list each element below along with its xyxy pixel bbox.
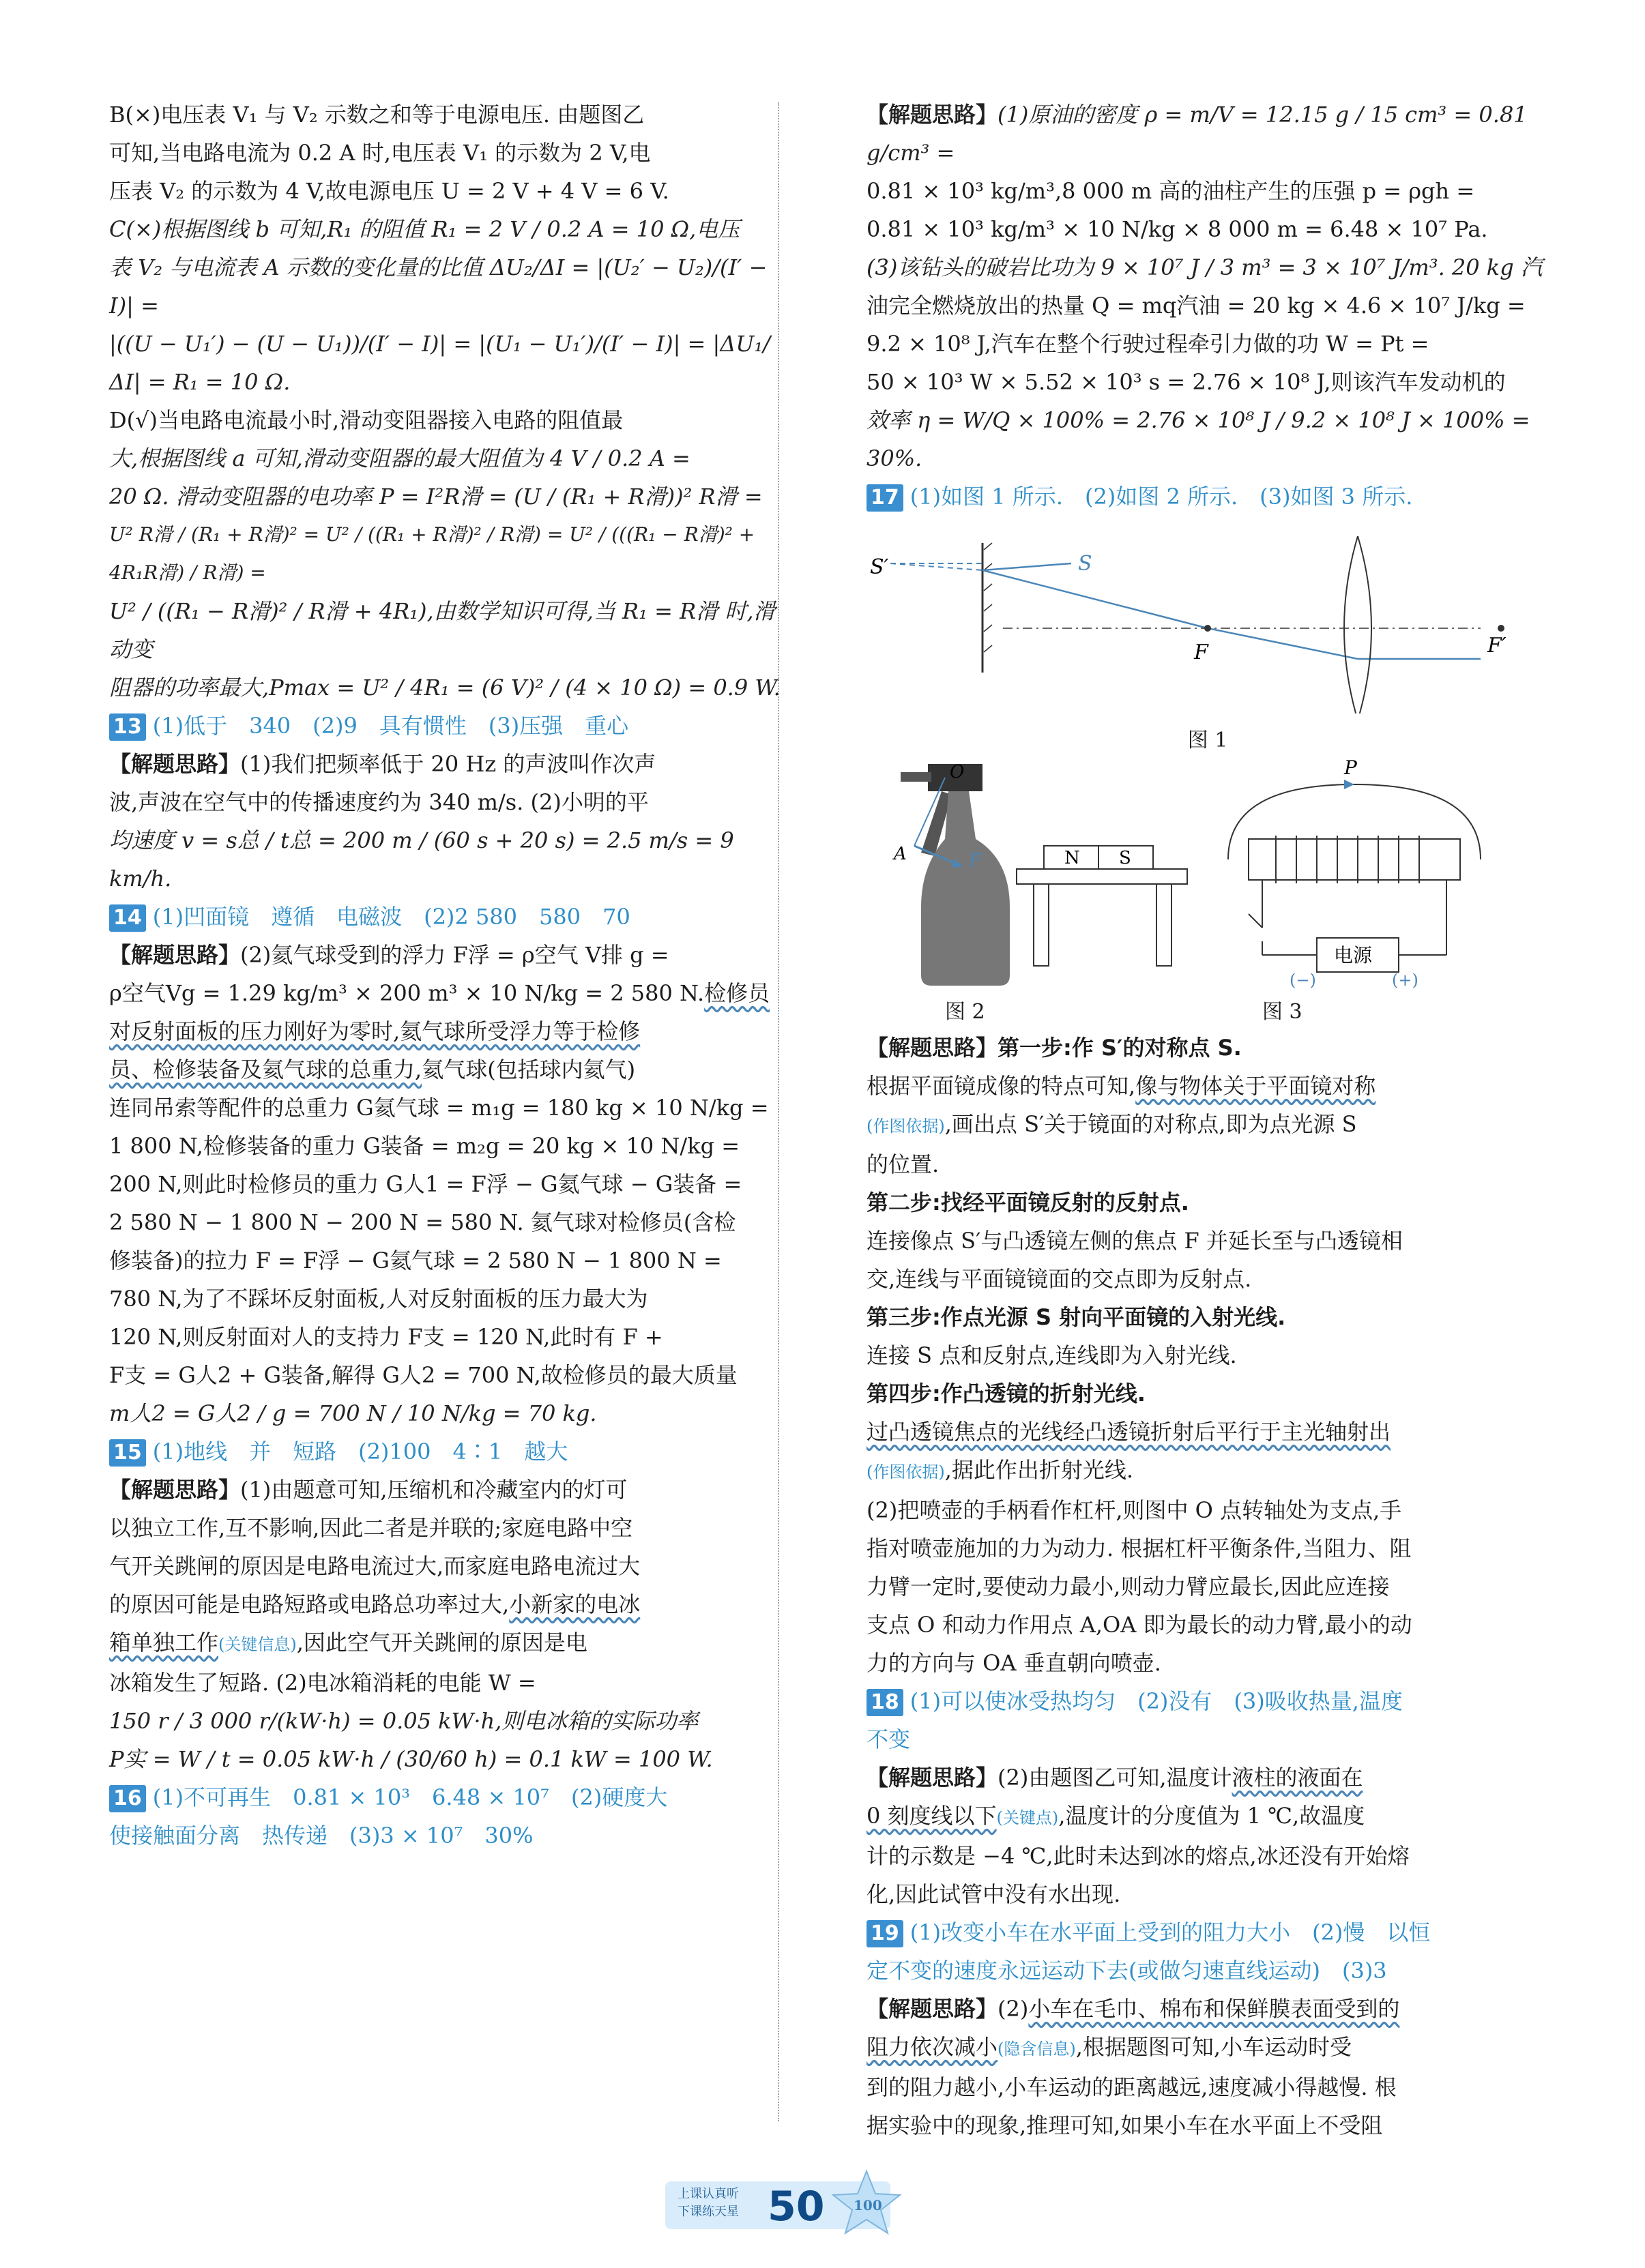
mirror-hatch [984, 604, 992, 611]
text-run: ,因此空气开关跳闸的原因是电 [296, 1630, 587, 1655]
ray-to-lens [1208, 628, 1358, 659]
text-line: 计的示数是 −4 ℃,此时未达到冰的熔点,冰还没有开始熔 [867, 1843, 1410, 1869]
question-number: 13 [109, 713, 146, 741]
hint-text: (1)由题意可知,压缩机和冷藏室内的灯可 [240, 1477, 628, 1503]
left-column [109, 95, 791, 1855]
text-run: ,温度计的分度值为 1 ℃,故温度 [1058, 1803, 1365, 1829]
hint-label: 【解题思路】 [867, 1996, 998, 2022]
text-line: 气开关跳闸的原因是电路电流过大,而家庭电路电流过大 [109, 1553, 641, 1579]
terminal-plus: (+) [1392, 971, 1418, 989]
page-number: 50 [768, 2183, 825, 2230]
hint-text: (2) [998, 1996, 1029, 2022]
incident-ray [982, 563, 1071, 570]
step-line [867, 1029, 1549, 1067]
hint-text: (2)氦气球受到的浮力 F浮 = ρ空气 V排 g = [240, 942, 669, 968]
text-line: 波,声波在空气中的传播速度约为 340 m/s. (2)小明的平 [109, 789, 649, 815]
text-run: ,画出点 S′关于镜面的对称点,即为点光源 S [944, 1111, 1357, 1137]
convex-lens-right [1344, 536, 1358, 713]
figure-2-caption: 图 2 [945, 1000, 985, 1024]
answer-text-cont: 不变 [867, 1726, 911, 1752]
answer-17 [867, 477, 1549, 516]
text-line: 力的方向与 OA 垂直朝向喷壶. [867, 1650, 1161, 1676]
table-leg [1034, 884, 1049, 966]
reflected-ray [982, 570, 1208, 628]
figures-2-3-diagram [867, 757, 1549, 989]
key-text: 员、检修装备及氦气球的总重力, [109, 1057, 422, 1083]
label-f-force: F [969, 851, 982, 871]
table-top [1017, 869, 1187, 884]
answer-18 [867, 1682, 1549, 1720]
text-run: 的原因可能是电路短路或电路总功率过大, [109, 1591, 510, 1617]
key-text: 液柱的液面在 [1232, 1765, 1363, 1791]
magnet-label-n: N [1064, 848, 1080, 868]
answer-text: (1)不可再生 0.81 × 10³ 6.48 × 10⁷ (2)硬度大 [152, 1784, 668, 1810]
formula-line: U² R滑 / (R₁ + R滑)² = U² / ((R₁ + R滑)² / R滑) = U² / (((R₁ − R滑)² + 4R₁R滑) / R滑) = [109, 523, 755, 584]
step-title: 第四步:作凸透镜的折射光线. [867, 1381, 1146, 1407]
text-run: ρ空气Vg = 1.29 kg/m³ × 200 m³ × 10 N/kg = 2 580 N. [109, 980, 705, 1006]
switch [1249, 914, 1262, 928]
text-line [867, 2028, 1549, 2068]
hint-label: 【解题思路】 [109, 1477, 241, 1503]
text-line: 0.81 × 10³ kg/m³ × 10 N/kg × 8 000 m = 6.48 × 10⁷ Pa. [867, 216, 1488, 242]
right-column [867, 95, 1549, 2145]
mirror-hatch [984, 625, 992, 632]
key-text: 阻力依次减小 [867, 2034, 998, 2060]
formula-line: 20 Ω. 滑动变阻器的电功率 P = I²R滑 = (U / (R₁ + R滑))² R滑 = [109, 484, 763, 510]
text-line: 200 N,则此时检修员的重力 G人1 = F浮 − G氦气球 − G装备 = [109, 1171, 742, 1197]
key-text: 小车在毛巾、棉布和保鲜膜表面受到的 [1028, 1996, 1400, 2022]
bottle-spout [901, 772, 931, 782]
text-line [109, 745, 791, 783]
text-line [867, 1797, 1549, 1837]
label-f: F [1194, 640, 1208, 664]
answer-text: (1)如图 1 所示. (2)如图 2 所示. (3)如图 3 所示. [909, 484, 1413, 510]
hint-label: 【解题思路】 [867, 1765, 998, 1791]
formula-line: U² / ((R₁ − R滑)² / R滑 + 4R₁),由数学知识可得,当 R₁ = R滑 时,滑动变 [109, 598, 776, 662]
text-line [109, 936, 791, 974]
question-number: 15 [109, 1439, 146, 1467]
formula-line: P实 = W / t = 0.05 kW·h / (30/60 h) = 0.1 kW = 100 W. [109, 1746, 713, 1772]
hint-text: (2)由题图乙可知,温度计 [998, 1765, 1232, 1791]
formula-line: 阻器的功率最大,Pmax = U² / 4R₁ = (6 V)² / (4 × 10 Ω) = 0.9 W. [109, 675, 781, 701]
label-f-prime: F′ [1487, 634, 1506, 658]
hint-label: 【解题思路】 [109, 942, 241, 968]
text-line: 连同吊索等配件的总重力 G氦气球 = m₁g = 180 kg × 10 N/kg = [109, 1095, 769, 1121]
answer-15 [109, 1432, 791, 1471]
text-line: D(√)当电路电流最小时,滑动变阻器接入电路的阻值最 [109, 407, 624, 433]
mirror-hatch [984, 645, 992, 652]
annotation-tag: (作图依据) [867, 1117, 945, 1136]
step-title: 第三步:作点光源 S 射向平面镜的入射光线. [867, 1304, 1286, 1330]
text-line: 支点 O 和动力作用点 A,OA 即为最长的动力臂,最小的动 [867, 1612, 1412, 1638]
text-run: ,根据题图可知,小车运动时受 [1075, 2034, 1352, 2060]
text-line: 9.2 × 10⁸ J,汽车在整个行驶过程牵引力做的功 W = Pt = [867, 331, 1429, 357]
text-line [867, 1451, 1549, 1491]
text-line [867, 1413, 1549, 1451]
label-s: S [1078, 552, 1092, 576]
label-p: P [1344, 757, 1357, 779]
hint-text: (1)我们把频率低于 20 Hz 的声波叫作次声 [240, 751, 656, 777]
text-line: 连接像点 S′与凸透镜左侧的焦点 F 并延长至与凸透镜相 [867, 1228, 1403, 1254]
formula-line: C(×)根据图线 b 可知,R₁ 的阻值 R₁ = 2 V / 0.2 A = 10 Ω,电压 [109, 216, 740, 242]
text-line: 以独立工作,互不影响,因此二者是并联的;家庭电路中空 [109, 1515, 633, 1541]
text-line [867, 1758, 1549, 1797]
text-line [109, 1012, 791, 1050]
text-line [867, 1067, 1549, 1105]
slogan-line: 上课认真听 [678, 2187, 739, 2201]
text-line: F支 = G人2 + G装备,解得 G人2 = 700 N,故检修员的最大质量 [109, 1362, 738, 1388]
key-text: 箱单独工作 [109, 1630, 219, 1655]
text-line: 压表 V₂ 的示数为 4 V,故电源电压 U = 2 V + 4 V = 6 V. [109, 178, 669, 204]
hint-label: 【解题思路】 [109, 751, 241, 777]
question-number: 14 [109, 904, 146, 932]
text-line: 120 N,则反射面对人的支持力 F支 = 120 N,此时有 F + [109, 1324, 663, 1350]
figure-3-caption: 图 3 [1262, 1000, 1302, 1024]
table-leg [1156, 884, 1171, 966]
answer-16 [109, 1778, 791, 1816]
magnet-label-s: S [1119, 848, 1131, 868]
text-line [867, 1105, 1549, 1145]
text-line: 可知,当电路电流为 0.2 A 时,电压表 V₁ 的示数为 2 V,电 [109, 140, 651, 166]
answer-text: (1)可以使冰受热均匀 (2)没有 (3)吸收热量,温度 [909, 1688, 1403, 1714]
annotation-tag: (作图依据) [867, 1462, 945, 1482]
page-footer [665, 2168, 979, 2243]
question-number: 17 [867, 484, 903, 512]
text-line: 修装备)的拉力 F = F浮 − G氦气球 = 2 580 N − 1 800 N = [109, 1248, 722, 1273]
key-text: 小新家的电冰 [509, 1591, 641, 1617]
annotation-tag: (关键信息) [218, 1635, 297, 1654]
key-text: 对反射面板的压力刚好为零时,氦气球所受浮力等于检修 [109, 1018, 641, 1044]
text-line [109, 1585, 791, 1623]
text-line: (2)把喷壶的手柄看作杠杆,则图中 O 点转轴处为支点,手 [867, 1497, 1402, 1523]
text-line: 力臂一定时,要使动力最小,则动力臂应最长,因此应连接 [867, 1574, 1390, 1600]
figure-1-caption: 图 1 [1187, 728, 1228, 752]
hint-label: 【解题思路】 [867, 1035, 998, 1061]
question-number: 19 [867, 1920, 903, 1947]
key-text: 像与物体关于平面镜对称 [1135, 1073, 1376, 1099]
text-line: 2 580 N − 1 800 N − 200 N = 580 N. 氦气球对检修员(含检 [109, 1209, 736, 1235]
formula-line: |((U − U₁′) − (U − U₁))/(I′ − I)| = |(U₁ − U₁′)/(I′ − I)| = |ΔU₁/ΔI| = R₁ = 10 Ω. [109, 331, 770, 395]
figure-1-diagram [867, 516, 1549, 713]
badge-text: 100 [854, 2197, 882, 2213]
text-line [109, 974, 791, 1012]
text-line [867, 1990, 1549, 2028]
annotation-tag: (关键点) [996, 1808, 1059, 1827]
text-line: 化,因此试管中没有水出现. [867, 1881, 1121, 1907]
hint-label: 【解题思路】 [867, 102, 998, 128]
convex-lens-left [1358, 536, 1371, 713]
text-line [109, 1050, 791, 1089]
text-run: 氦气球(包括球内氦气) [422, 1057, 636, 1083]
field-direction-arrow [1344, 780, 1354, 789]
text-line: 780 N,为了不踩坏反射面板,人对反射面板的压力最大为 [109, 1286, 648, 1312]
text-line [109, 1471, 791, 1509]
focus-left [1204, 625, 1211, 632]
text-line: 冰箱发生了短路. (2)电冰箱消耗的电能 W = [109, 1670, 536, 1696]
key-text: 0 刻度线以下 [867, 1803, 997, 1829]
formula-line: 效率 η = W/Q × 100% = 2.76 × 10⁸ J / 9.2 × 10⁸ J × 100% = 30%. [867, 407, 1530, 471]
extension-line [890, 563, 982, 570]
answer-text: (1)改变小车在水平面上受到的阻力大小 (2)慢 以恒 [909, 1919, 1431, 1945]
answer-text: (1)地线 并 短路 (2)100 4∶1 越大 [152, 1439, 568, 1464]
mirror-hatch [984, 543, 992, 550]
answer-14 [109, 898, 791, 936]
text-run: 根据平面镜成像的特点可知, [867, 1073, 1136, 1099]
answer-text: (1)低于 340 (2)9 具有惯性 (3)压强 重心 [152, 713, 629, 739]
text-run: ,据此作出折射光线. [944, 1457, 1134, 1483]
formula-line: m人2 = G人2 / g = 700 N / 10 N/kg = 70 kg. [109, 1400, 597, 1426]
text-line: 油完全燃烧放出的热量 Q = mq汽油 = 20 kg × 4.6 × 10⁷ J/kg = [867, 293, 1526, 319]
terminal-minus: (−) [1290, 971, 1316, 989]
figures-2-3-captions [867, 995, 1549, 1029]
step-title: 第二步:找经平面镜反射的反射点. [867, 1190, 1189, 1216]
label-s-prime: S′ [870, 555, 889, 579]
text-line: 的位置. [867, 1151, 940, 1177]
key-text: 检修员 [704, 980, 770, 1006]
formula-line [867, 95, 1549, 172]
footer-slogan [678, 2185, 739, 2221]
power-source-label: 电源 [1334, 944, 1373, 967]
answer-text-cont: 使接触面分离 热传递 (3)3 × 10⁷ 30% [109, 1823, 534, 1849]
formula-line: 表 V₂ 与电流表 A 示数的变化量的比值 ΔU₂/ΔI = |(U₂′ − U₂)/(I′ − I)| = [109, 254, 768, 319]
question-number: 16 [109, 1785, 146, 1812]
answer-text: (1)凹面镜 遵循 电磁波 (2)2 580 580 70 [152, 904, 630, 930]
formula-line: 大,根据图线 a 可知,滑动变阻器的最大阻值为 4 V / 0.2 A = [109, 445, 690, 471]
step-title: 第一步:作 S′的对称点 S. [998, 1035, 1242, 1061]
text-line: B(×)电压表 V₁ 与 V₂ 示数之和等于电源电压. 由题图乙 [109, 102, 645, 128]
text-line: 连接 S 点和反射点,连线即为入射光线. [867, 1342, 1237, 1368]
formula-line: 150 r / 3 000 r/(kW·h) = 0.05 kW·h,则电冰箱的实际功率 [109, 1708, 699, 1734]
text-line: 指对喷壶施加的力为动力. 根据杠杆平衡条件,当阻力、阻 [867, 1535, 1412, 1561]
star-logo-icon [829, 2168, 904, 2236]
slogan-line: 下课练天星 [678, 2205, 739, 2219]
focus-right [1498, 625, 1504, 632]
answer-13 [109, 707, 791, 745]
mirror-hatch [984, 584, 992, 591]
label-a: A [894, 844, 907, 864]
answer-19 [867, 1913, 1549, 1952]
key-text: 过凸透镜焦点的光线经凸透镜折射后平行于主光轴射出 [867, 1419, 1391, 1445]
hint-text: (1)原油的密度 ρ = m/V = 12.15 g / 15 cm³ = 0.81 g/cm³ = [867, 102, 1528, 166]
solenoid-core [1249, 839, 1460, 880]
text-line: 到的阻力越小,小车运动的距离越远,速度减小得越慢. 根 [867, 2074, 1397, 2100]
label-o: O [950, 762, 965, 782]
text-line: 50 × 10³ W × 5.52 × 10³ s = 2.76 × 10⁸ J,则该汽车发动机的 [867, 369, 1506, 395]
text-line: 交,连线与平面镜镜面的交点即为反射点. [867, 1266, 1252, 1292]
text-line: 据实验中的现象,推理可知,如果小车在水平面上不受阻 [867, 2112, 1383, 2138]
answer-text-cont: 定不变的速度永远运动下去(或做匀速直线运动) (3)3 [867, 1958, 1387, 1984]
annotation-tag: (隐含信息) [998, 2039, 1076, 2059]
question-number: 18 [867, 1689, 903, 1716]
text-line: 1 800 N,检修装备的重力 G装备 = m₂g = 20 kg × 10 N/kg = [109, 1133, 740, 1159]
text-line [109, 1623, 791, 1664]
formula-line: 均速度 v = s总 / t总 = 200 m / (60 s + 20 s) = 2.5 m/s = 9 km/h. [109, 827, 734, 892]
text-line: 0.81 × 10³ kg/m³,8 000 m 高的油柱产生的压强 p = ρgh = [867, 178, 1475, 204]
formula-line: (3)该钻头的破岩比功为 9 × 10⁷ J / 3 m³ = 3 × 10⁷ J/m³. 20 kg 汽 [867, 254, 1543, 280]
